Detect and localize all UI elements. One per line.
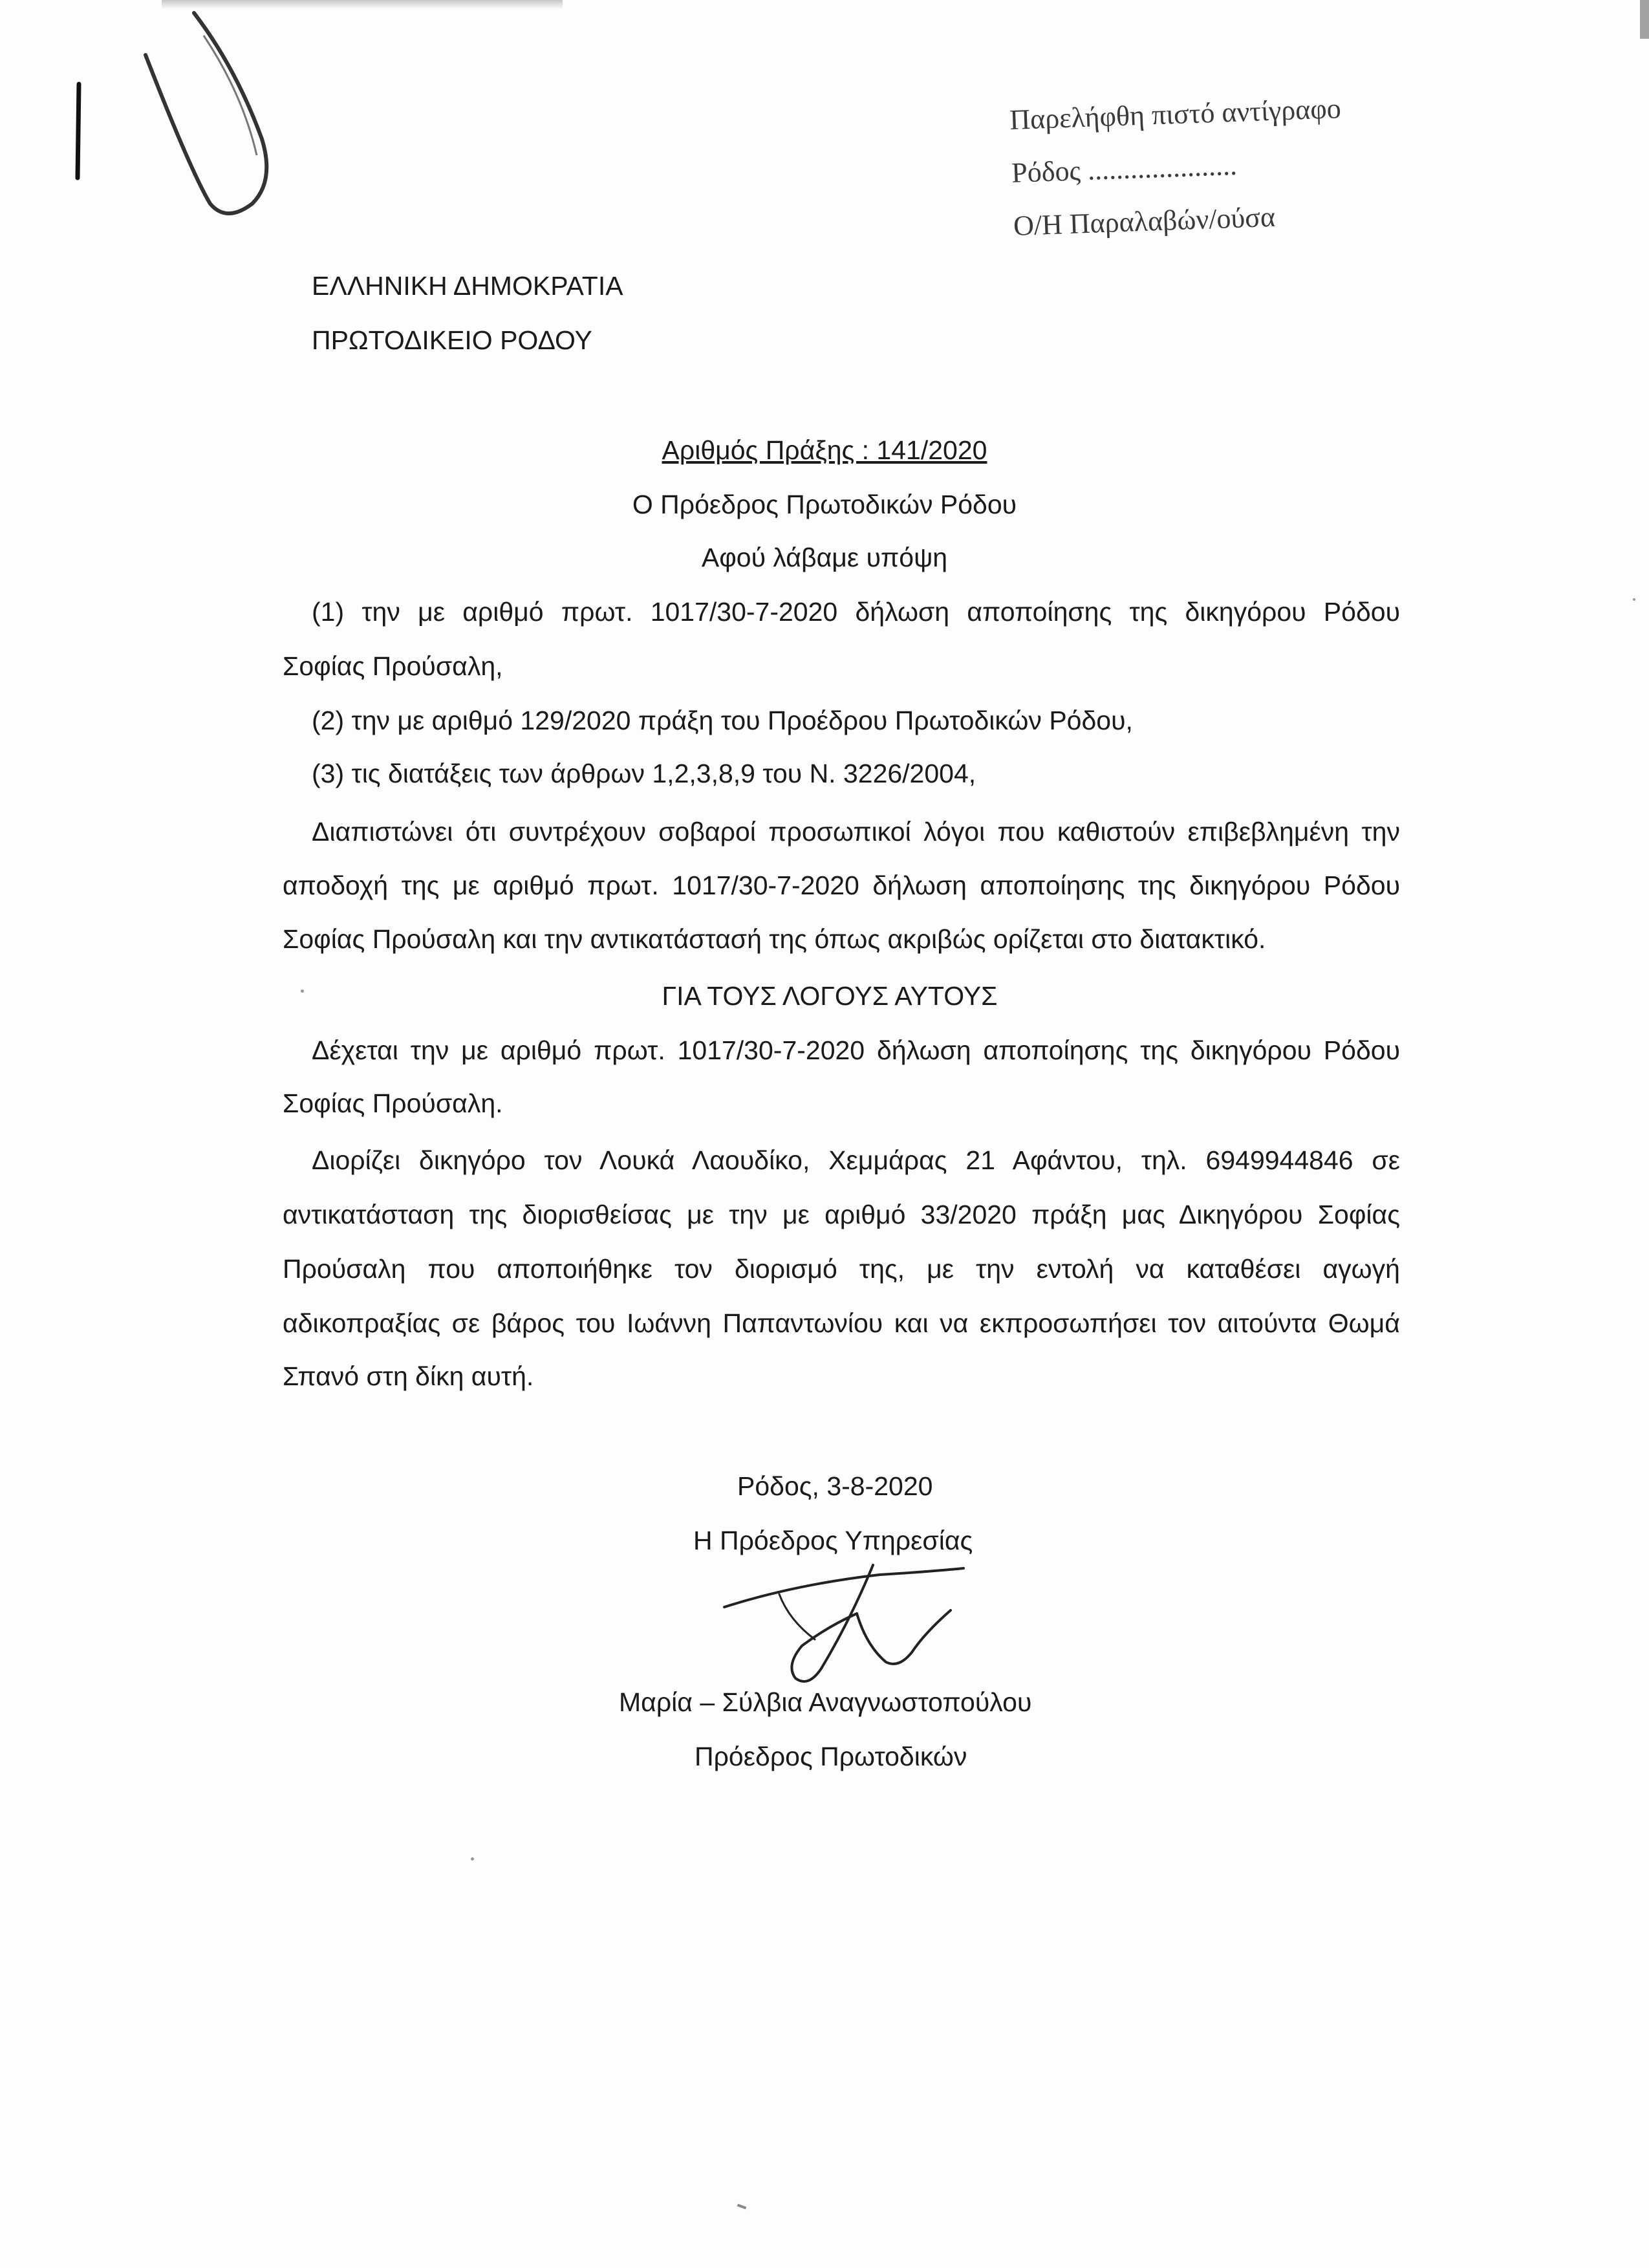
scan-speck — [737, 2204, 747, 2210]
act-number — [0, 435, 1649, 466]
scan-speck — [471, 1857, 474, 1861]
paper-clip-icon — [139, 10, 281, 243]
accept-line-2: Σοφίας Προύσαλη. — [283, 1088, 503, 1118]
signatory-name: Μαρία – Σύλβια Αναγνωστοπούλου — [619, 1687, 1032, 1717]
reasons-heading: ΓΙΑ ΤΟΥΣ ΛΟΓΟΥΣ ΑΥΤΟΥΣ — [662, 981, 998, 1011]
country-heading: ΕΛΛΗΝΙΚΗ ΔΗΜΟΚΡΑΤΙΑ — [312, 271, 623, 301]
appoint-line-4: αδικοπραξίας σε βάρος του Ιωάννη Παπαντωνίου και να εκπροσωπήσει τον αιτούντα Θωμά — [283, 1308, 1400, 1338]
appoint-line-5: Σπανό στη δίκη αυτή. — [283, 1361, 534, 1391]
handwritten-signature — [718, 1549, 989, 1698]
item-2: (2) την με αριθμό 129/2020 πράξη του Προέδρου Πρωτοδικών Ρόδου, — [312, 706, 1133, 735]
item-3: (3) τις διατάξεις των άρθρων 1,2,3,8,9 του Ν. 3226/2004, — [312, 759, 976, 788]
issuer-line: Ο Πρόεδρος Πρωτοδικών Ρόδου — [632, 490, 1017, 519]
scan-edge-shadow — [162, 0, 563, 9]
appoint-line-1: Διορίζει δικηγόρο τον Λουκά Λαουδίκο, Χεμμάρας 21 Αφάντου, τηλ. 6949944846 σε — [312, 1145, 1400, 1175]
accept-line-1: Δέχεται την με αριθμό πρωτ. 1017/30-7-2020 δήλωση αποποίησης της δικηγόρου Ρόδου — [312, 1035, 1400, 1065]
handwritten-mark — [65, 71, 91, 188]
signatory-role: Η Πρόεδρος Υπηρεσίας — [693, 1526, 973, 1555]
signatory-title: Πρόεδρος Πρωτοδικών — [695, 1742, 967, 1771]
scan-speck — [301, 989, 304, 993]
act-number-text: Αριθμός Πράξης : 141/2020 — [662, 435, 987, 465]
item-1-line-1: (1) την με αριθμό πρωτ. 1017/30-7-2020 δήλωση αποποίησης της δικηγόρου Ρόδου — [312, 597, 1400, 627]
court-heading: ΠΡΩΤΟΔΙΚΕΙΟ ΡΟΔΟΥ — [312, 325, 592, 355]
finding-line-1: Διαπιστώνει ότι συντρέχουν σοβαροί προσωπικοί λόγοι που καθιστούν επιβεβλημένη την — [312, 817, 1400, 847]
scan-speck — [1633, 598, 1635, 601]
item-1-line-2: Σοφίας Προύσαλη, — [283, 651, 503, 681]
appoint-line-3: Προύσαλη που αποποιήθηκε τον διορισμό της, με την εντολή να καταθέσει αγωγή — [283, 1254, 1400, 1284]
considering-line: Αφού λάβαμε υπόψη — [701, 543, 948, 572]
finding-line-3: Σοφίας Προύσαλη και την αντικατάστασή της όπως ακριβώς ορίζεται στο διατακτικό. — [283, 924, 1266, 954]
stamp-received-copy: Παρελήφθη πιστό αντίγραφο — [1009, 92, 1342, 136]
place-date: Ρόδος, 3-8-2020 — [737, 1471, 933, 1501]
appoint-line-2: αντικατάσταση της διορισθείσας με την με αριθμό 33/2020 πράξη μας Δικηγόρου Σοφίας — [283, 1200, 1400, 1229]
stamp-place: Ρόδος ..................... — [1011, 149, 1238, 189]
stamp-recipient: Ο/Η Παραλαβών/ούσα — [1013, 200, 1276, 242]
finding-line-2: αποδοχή της με αριθμό πρωτ. 1017/30-7-2020 δήλωση αποποίησης της δικηγόρου Ρόδου — [283, 870, 1400, 900]
scan-edge-corner — [1640, 0, 1649, 39]
receipt-stamp — [1009, 82, 1346, 253]
